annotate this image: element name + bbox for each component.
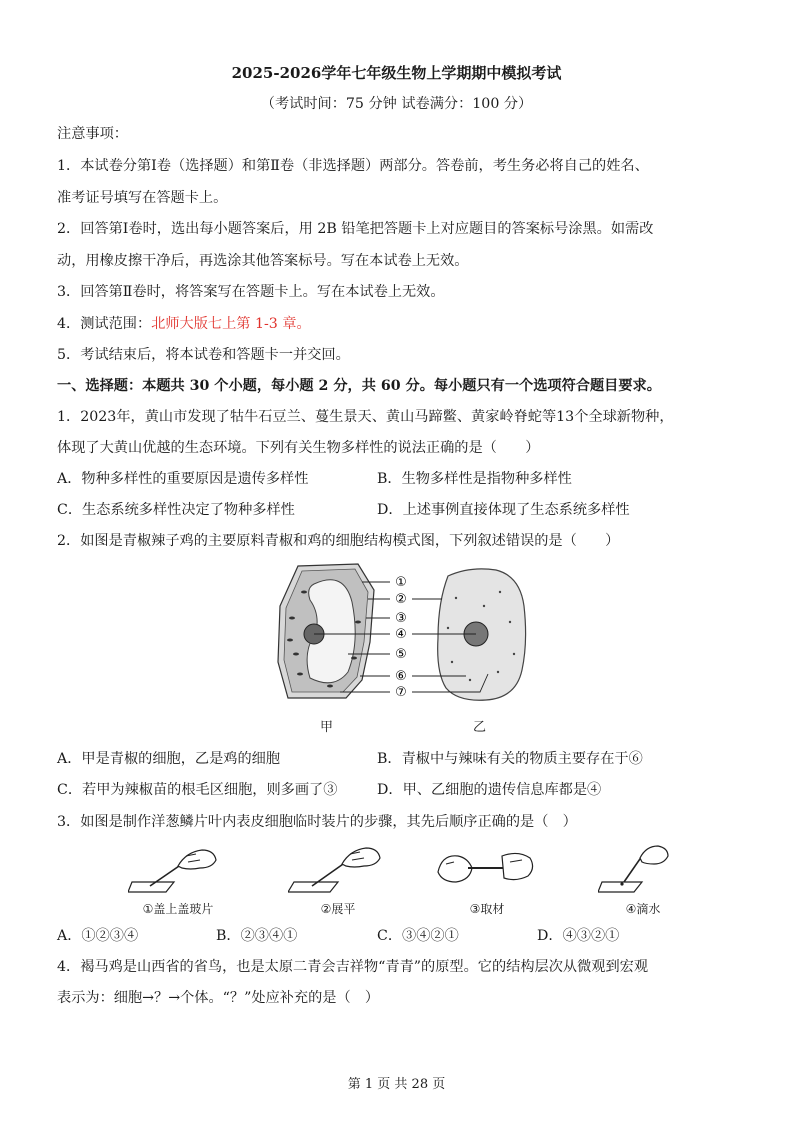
note-1b: 准考证号填写在答题卡上。 bbox=[57, 190, 228, 206]
page-number: 第 1 页 共 28 页 bbox=[347, 1077, 446, 1092]
label-7: ⑦ bbox=[395, 685, 407, 700]
q3-option-c: C．③④②① bbox=[377, 928, 459, 944]
notes-heading: 注意事项： bbox=[57, 126, 128, 142]
q3-option-b: B．②③④① bbox=[216, 928, 298, 944]
step-2-illustration bbox=[288, 842, 388, 894]
q1-option-c: C．生态系统多样性决定了物种多样性 bbox=[57, 502, 295, 518]
exam-subtitle: （考试时间：75 分钟 试卷满分：100 分） bbox=[260, 96, 533, 112]
q3-stem: 3．如图是制作洋葱鳞片叶内表皮细胞临时装片的步骤，其先后顺序正确的是（ ） bbox=[57, 814, 577, 830]
note-2a: 2．回答第Ⅰ卷时，选出每小题答案后，用 2B 铅笔把答题卡上对应题目的答案标号涂黑。如需改 bbox=[57, 221, 654, 237]
step-3-caption: ③取材 bbox=[469, 902, 505, 916]
label-3: ③ bbox=[395, 611, 407, 626]
step-1-caption: ①盖上盖玻片 bbox=[142, 902, 214, 916]
test-range: 北师大版七上第 1-3 章。 bbox=[151, 316, 311, 332]
q1-stem-b: 体现了大黄山优越的生态环境。下列有关生物多样性的说法正确的是（ ） bbox=[57, 440, 540, 456]
q4-stem-b: 表示为：细胞→？→个体。“？”处应补充的是（ ） bbox=[57, 990, 380, 1006]
q2-option-d: D．甲、乙细胞的遗传信息库都是④ bbox=[377, 782, 602, 798]
caption-plant-cell: 甲 bbox=[320, 720, 334, 735]
q3-option-a: A．①②③④ bbox=[57, 928, 139, 944]
q1-option-a: A．物种多样性的重要原因是遗传多样性 bbox=[57, 471, 309, 487]
q1-option-d: D．上述事例直接体现了生态系统多样性 bbox=[377, 502, 630, 518]
q2-option-c: C．若甲为辣椒苗的根毛区细胞，则多画了③ bbox=[57, 782, 338, 798]
note-3: 3．回答第Ⅱ卷时，将答案写在答题卡上。写在本试卷上无效。 bbox=[57, 284, 445, 300]
q1-stem-a: 1．2023年，黄山市发现了牯牛石豆兰、蔓生景天、黄山马蹄鳖、黄家岭脊蛇等13个全球新物种， bbox=[57, 409, 674, 425]
q2-stem: 2．如图是青椒辣子鸡的主要原料青椒和鸡的细胞结构模式图，下列叙述错误的是（ ） bbox=[57, 533, 620, 549]
step-2-caption: ②展平 bbox=[320, 902, 356, 916]
label-6: ⑥ bbox=[395, 669, 407, 684]
label-5: ⑤ bbox=[395, 647, 407, 662]
q2-option-b: B．青椒中与辣味有关的物质主要存在于⑥ bbox=[377, 751, 643, 767]
label-2: ② bbox=[395, 592, 407, 607]
note-5: 5．考试结束后，将本试卷和答题卡一并交回。 bbox=[57, 347, 350, 363]
step-4-caption: ④滴水 bbox=[625, 902, 661, 916]
note-1a: 1．本试卷分第Ⅰ卷（选择题）和第Ⅱ卷（非选择题）两部分。答卷前，考生务必将自己的姓名、 bbox=[57, 158, 649, 174]
cell-diagram bbox=[270, 562, 540, 712]
step-1-illustration bbox=[128, 842, 228, 894]
exam-title: 2025-2026学年七年级生物上学期期中模拟考试 bbox=[231, 64, 562, 82]
q3-option-d: D．④③②① bbox=[537, 928, 620, 944]
q4-stem-a: 4．褐马鸡是山西省的省鸟，也是太原二青会吉祥物“青青”的原型。它的结构层次从微观到宏观 bbox=[57, 959, 649, 975]
note-2b: 动，用橡皮擦干净后，再选涂其他答案标号。写在本试卷上无效。 bbox=[57, 253, 469, 269]
q2-option-a: A．甲是青椒的细胞，乙是鸡的细胞 bbox=[57, 751, 281, 767]
label-4: ④ bbox=[395, 627, 407, 642]
caption-animal-cell: 乙 bbox=[473, 720, 487, 735]
note-4 bbox=[57, 314, 311, 334]
note-4-prefix: 4．测试范围： bbox=[57, 316, 152, 332]
q1-option-b: B．生物多样性是指物种多样性 bbox=[377, 471, 572, 487]
section-heading: 一、选择题：本题共 30 个小题，每小题 2 分，共 60 分。每小题只有一个选项符合题目要求。 bbox=[57, 378, 661, 394]
step-4-illustration bbox=[598, 842, 688, 894]
step-3-illustration bbox=[432, 842, 542, 894]
label-1: ① bbox=[395, 575, 407, 590]
